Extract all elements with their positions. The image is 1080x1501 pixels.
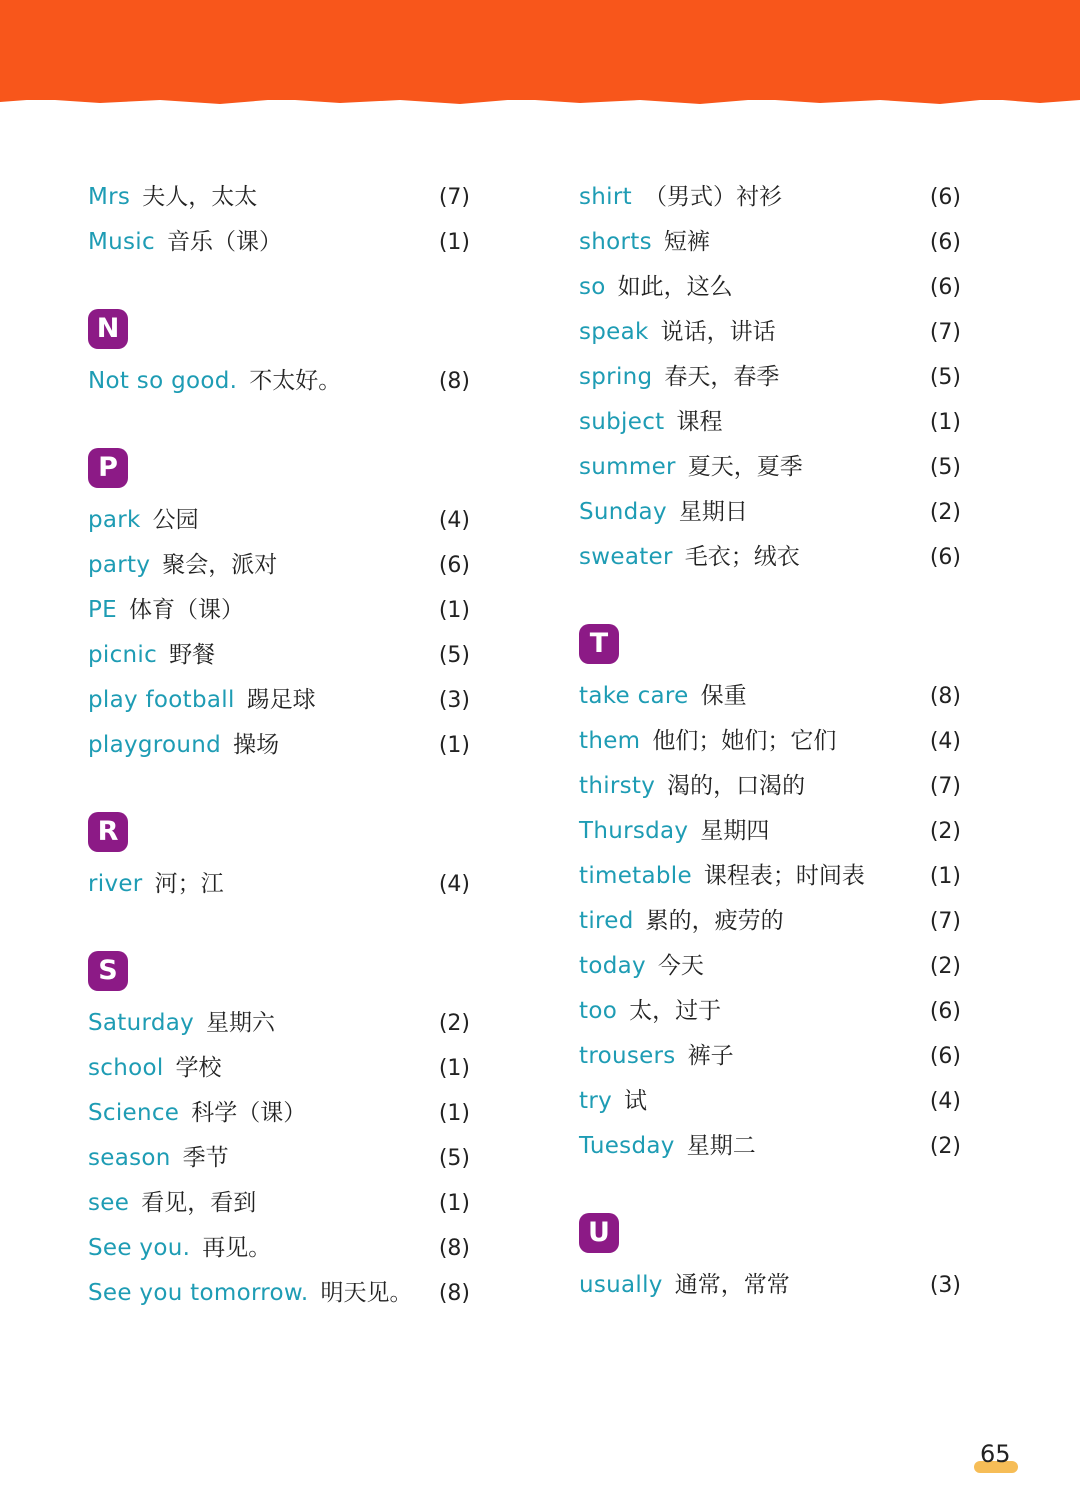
entry-chinese-meaning: 不太好。 bbox=[249, 368, 342, 394]
entry-unit-number: (1) bbox=[438, 598, 470, 623]
entry-chinese-meaning: 公园 bbox=[152, 507, 199, 533]
entry-english-word: PE bbox=[88, 597, 118, 623]
glossary-entry bbox=[88, 1001, 478, 1046]
entry-unit-number: (6) bbox=[929, 545, 961, 570]
entry-english-word: sweater bbox=[579, 544, 673, 570]
glossary-entry bbox=[579, 1079, 969, 1124]
entry-unit-number: (3) bbox=[929, 1273, 961, 1298]
glossary-entry bbox=[579, 535, 969, 580]
entry-english-word: try bbox=[579, 1088, 612, 1114]
section-letter-badge: S bbox=[88, 951, 128, 991]
entry-english-word: Science bbox=[88, 1100, 180, 1126]
glossary-entry bbox=[579, 310, 969, 355]
glossary-entry bbox=[88, 633, 478, 678]
entry-unit-number: (7) bbox=[438, 185, 470, 210]
entry-unit-number: (2) bbox=[929, 500, 961, 525]
entry-unit-number: (1) bbox=[929, 864, 961, 889]
entry-unit-number: (8) bbox=[929, 684, 961, 709]
entry-english-word: trousers bbox=[579, 1043, 676, 1069]
entry-chinese-meaning: 今天 bbox=[657, 953, 704, 979]
entry-unit-number: (5) bbox=[438, 643, 470, 668]
glossary-entry bbox=[579, 764, 969, 809]
entry-english-word: usually bbox=[579, 1272, 663, 1298]
glossary-entry bbox=[88, 498, 478, 543]
entry-chinese-meaning: 短裤 bbox=[663, 229, 710, 255]
section-letter-badge: T bbox=[579, 624, 619, 664]
entry-unit-number: (1) bbox=[438, 230, 470, 255]
entry-english-word: summer bbox=[579, 454, 676, 480]
entry-chinese-meaning: 累的，疲劳的 bbox=[645, 908, 784, 934]
entry-chinese-meaning: 课程 bbox=[676, 409, 723, 435]
entry-english-word: picnic bbox=[88, 642, 158, 668]
glossary-column-left bbox=[88, 175, 478, 1316]
glossary-entry bbox=[88, 723, 478, 768]
entry-english-word: See you tomorrow. bbox=[88, 1280, 309, 1306]
glossary-entry bbox=[579, 220, 969, 265]
section-letter-badge: P bbox=[88, 448, 128, 488]
glossary-entry bbox=[88, 543, 478, 588]
entry-english-word: Tuesday bbox=[579, 1133, 675, 1159]
entry-unit-number: (5) bbox=[438, 1146, 470, 1171]
section-letter-badge: R bbox=[88, 812, 128, 852]
entry-english-word: Thursday bbox=[579, 818, 689, 844]
entry-chinese-meaning: 如此，这么 bbox=[617, 274, 733, 300]
glossary-entry bbox=[579, 944, 969, 989]
entry-english-word: them bbox=[579, 728, 641, 754]
entry-unit-number: (4) bbox=[929, 729, 961, 754]
entry-chinese-meaning: 通常，常常 bbox=[674, 1272, 790, 1298]
entry-english-word: timetable bbox=[579, 863, 692, 889]
entry-unit-number: (1) bbox=[438, 1101, 470, 1126]
entry-unit-number: (1) bbox=[438, 733, 470, 758]
entry-english-word: school bbox=[88, 1055, 164, 1081]
entry-chinese-meaning: 音乐（课） bbox=[166, 229, 282, 255]
entry-unit-number: (5) bbox=[929, 365, 961, 390]
entry-english-word: thirsty bbox=[579, 773, 656, 799]
entry-chinese-meaning: 毛衣；绒衣 bbox=[684, 544, 800, 570]
entry-english-word: shirt bbox=[579, 184, 632, 210]
entry-english-word: park bbox=[88, 507, 141, 533]
page-number: 65 bbox=[980, 1440, 1011, 1468]
entry-unit-number: (2) bbox=[438, 1011, 470, 1036]
entry-unit-number: (2) bbox=[929, 1134, 961, 1159]
glossary-section bbox=[88, 430, 478, 768]
glossary-entry bbox=[88, 588, 478, 633]
entry-unit-number: (5) bbox=[929, 455, 961, 480]
entry-unit-number: (7) bbox=[929, 909, 961, 934]
glossary-entry bbox=[88, 359, 478, 404]
glossary-column-right bbox=[579, 175, 969, 1308]
entry-english-word: Music bbox=[88, 229, 155, 255]
entry-english-word: Saturday bbox=[88, 1010, 195, 1036]
entry-chinese-meaning: 聚会，派对 bbox=[162, 552, 278, 578]
banner-torn-edge bbox=[0, 94, 1080, 108]
entry-unit-number: (8) bbox=[438, 1236, 470, 1261]
entry-english-word: today bbox=[579, 953, 646, 979]
entry-chinese-meaning: 保重 bbox=[700, 683, 747, 709]
glossary-entry bbox=[579, 809, 969, 854]
glossary-entry bbox=[579, 265, 969, 310]
glossary-entry bbox=[88, 220, 478, 265]
glossary-entry bbox=[88, 1136, 478, 1181]
section-letter-badge: N bbox=[88, 309, 128, 349]
entry-chinese-meaning: 再见。 bbox=[202, 1235, 272, 1261]
entry-chinese-meaning: 踢足球 bbox=[246, 687, 316, 713]
entry-unit-number: (1) bbox=[438, 1191, 470, 1216]
entry-unit-number: (7) bbox=[929, 320, 961, 345]
glossary-entry bbox=[579, 1034, 969, 1079]
section-letter-badge: U bbox=[579, 1213, 619, 1253]
entry-chinese-meaning: 操场 bbox=[233, 732, 280, 758]
entry-english-word: playground bbox=[88, 732, 222, 758]
glossary-entry bbox=[579, 1124, 969, 1169]
entry-chinese-meaning: 他们；她们；它们 bbox=[652, 728, 837, 754]
entry-chinese-meaning: 夫人，太太 bbox=[142, 184, 258, 210]
glossary-entry bbox=[88, 1271, 478, 1316]
entry-unit-number: (7) bbox=[929, 774, 961, 799]
glossary-entry bbox=[579, 854, 969, 899]
glossary-section bbox=[579, 1195, 969, 1308]
entry-unit-number: (6) bbox=[929, 275, 961, 300]
entry-unit-number: (6) bbox=[929, 230, 961, 255]
entry-unit-number: (6) bbox=[438, 553, 470, 578]
glossary-entry bbox=[579, 989, 969, 1034]
entry-chinese-meaning: 星期四 bbox=[700, 818, 770, 844]
entry-english-word: Sunday bbox=[579, 499, 667, 525]
glossary-entry bbox=[88, 678, 478, 723]
entry-chinese-meaning: 春天，春季 bbox=[664, 364, 780, 390]
glossary-section bbox=[88, 933, 478, 1316]
entry-unit-number: (4) bbox=[929, 1089, 961, 1114]
glossary-entry bbox=[88, 175, 478, 220]
glossary-entry bbox=[579, 899, 969, 944]
glossary-section bbox=[88, 291, 478, 404]
entry-english-word: Mrs bbox=[88, 184, 131, 210]
glossary-entry bbox=[579, 719, 969, 764]
glossary-section bbox=[579, 175, 969, 580]
entry-chinese-meaning: 渴的，口渴的 bbox=[667, 773, 806, 799]
entry-english-word: too bbox=[579, 998, 618, 1024]
glossary-entry bbox=[88, 862, 478, 907]
glossary-section bbox=[579, 606, 969, 1169]
entry-unit-number: (6) bbox=[929, 185, 961, 210]
entry-unit-number: (8) bbox=[438, 1281, 470, 1306]
entry-english-word: take care bbox=[579, 683, 689, 709]
entry-chinese-meaning: 明天见。 bbox=[320, 1280, 413, 1306]
entry-english-word: shorts bbox=[579, 229, 652, 255]
entry-english-word: Not so good. bbox=[88, 368, 238, 394]
glossary-entry bbox=[579, 445, 969, 490]
entry-chinese-meaning: （男式）衬衫 bbox=[643, 184, 782, 210]
entry-chinese-meaning: 野餐 bbox=[169, 642, 216, 668]
entry-unit-number: (3) bbox=[438, 688, 470, 713]
glossary-entry bbox=[579, 490, 969, 535]
entry-chinese-meaning: 河；江 bbox=[154, 871, 224, 897]
entry-unit-number: (1) bbox=[438, 1056, 470, 1081]
entry-unit-number: (6) bbox=[929, 1044, 961, 1069]
entry-english-word: play football bbox=[88, 687, 235, 713]
glossary-entry bbox=[579, 400, 969, 445]
entry-chinese-meaning: 夏天，夏季 bbox=[687, 454, 803, 480]
top-banner bbox=[0, 0, 1080, 100]
glossary-entry bbox=[88, 1091, 478, 1136]
entry-unit-number: (8) bbox=[438, 369, 470, 394]
entry-chinese-meaning: 星期六 bbox=[206, 1010, 276, 1036]
entry-english-word: season bbox=[88, 1145, 171, 1171]
glossary-entry bbox=[88, 1046, 478, 1091]
entry-unit-number: (6) bbox=[929, 999, 961, 1024]
entry-chinese-meaning: 太，过于 bbox=[629, 998, 722, 1024]
entry-unit-number: (1) bbox=[929, 410, 961, 435]
entry-chinese-meaning: 看见，看到 bbox=[141, 1190, 257, 1216]
glossary-entry bbox=[579, 175, 969, 220]
entry-english-word: tired bbox=[579, 908, 634, 934]
glossary-entry bbox=[88, 1181, 478, 1226]
entry-chinese-meaning: 星期二 bbox=[686, 1133, 756, 1159]
glossary-section bbox=[88, 175, 478, 265]
entry-english-word: speak bbox=[579, 319, 649, 345]
entry-chinese-meaning: 季节 bbox=[182, 1145, 229, 1171]
entry-unit-number: (2) bbox=[929, 954, 961, 979]
entry-chinese-meaning: 裤子 bbox=[687, 1043, 734, 1069]
entry-english-word: spring bbox=[579, 364, 653, 390]
glossary-entry bbox=[88, 1226, 478, 1271]
entry-english-word: river bbox=[88, 871, 143, 897]
glossary-entry bbox=[579, 355, 969, 400]
entry-chinese-meaning: 课程表；时间表 bbox=[703, 863, 865, 889]
entry-chinese-meaning: 学校 bbox=[175, 1055, 222, 1081]
entry-unit-number: (2) bbox=[929, 819, 961, 844]
glossary-entry bbox=[579, 674, 969, 719]
entry-english-word: so bbox=[579, 274, 606, 300]
entry-unit-number: (4) bbox=[438, 872, 470, 897]
glossary-entry bbox=[579, 1263, 969, 1308]
entry-unit-number: (4) bbox=[438, 508, 470, 533]
entry-chinese-meaning: 科学（课） bbox=[191, 1100, 307, 1126]
entry-chinese-meaning: 试 bbox=[624, 1088, 647, 1114]
glossary-section bbox=[88, 794, 478, 907]
entry-chinese-meaning: 体育（课） bbox=[129, 597, 245, 623]
entry-chinese-meaning: 星期日 bbox=[678, 499, 748, 525]
entry-chinese-meaning: 说话，讲话 bbox=[660, 319, 776, 345]
entry-english-word: see bbox=[88, 1190, 130, 1216]
entry-english-word: subject bbox=[579, 409, 665, 435]
entry-english-word: See you. bbox=[88, 1235, 191, 1261]
entry-english-word: party bbox=[88, 552, 151, 578]
